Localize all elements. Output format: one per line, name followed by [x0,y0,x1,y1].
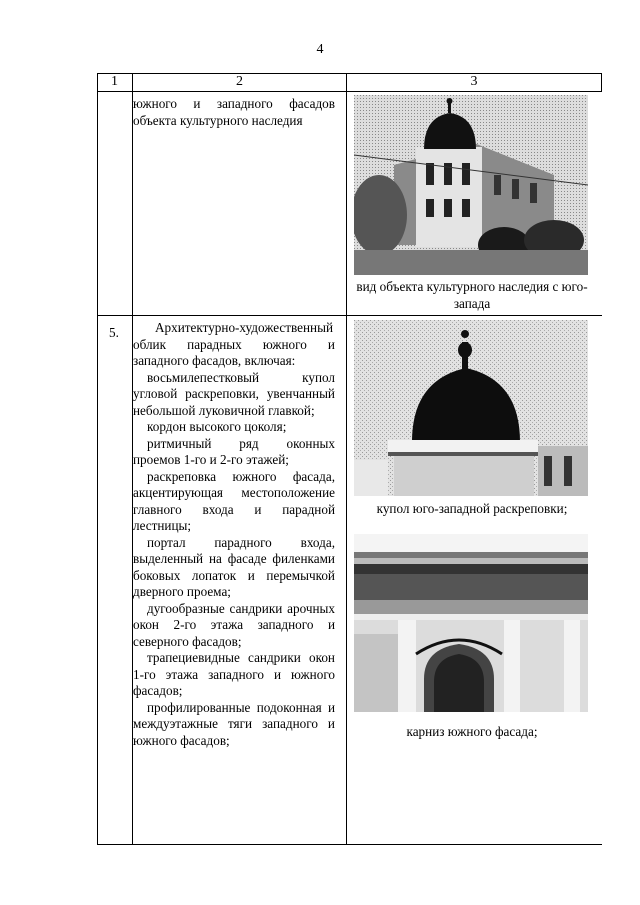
row5-description [133,320,335,749]
header-right-border [601,73,602,91]
photo-caption-cornice: карниз южного фасада; [406,724,538,739]
description-item: трапециевидные сандрики окон 1-го этажа западного и южного фасадов; [133,650,335,698]
dome-photo [354,320,588,496]
description-item: дугообразные сандрики арочных окон 2-го этажа западного и северного фасадов; [133,600,335,649]
header-bottom-rule [97,91,602,92]
row-number: 5. [109,325,119,340]
cornice-photo [354,534,588,712]
header-col-1: 1 [111,74,118,89]
photo-caption-dome: купол юго-западной раскреповки; [376,501,568,516]
prev-row-description: южного и западного фасадов объекта культурного наследия [133,96,335,128]
building-southwest-photo [354,95,588,275]
header-col-3: 3 [470,74,478,89]
row-divider [97,315,602,316]
description-item: раскреповка южного фасада, акцентирующая местоположение главного входа и парадной лестницы; [133,468,335,533]
description-item: восьмилепестковый купол угловой раскреповки, увенчанный небольшой луковичной главкой; [133,369,335,418]
table-bottom-rule [97,844,602,845]
table-left-border [97,73,98,845]
description-item: Архитектурно-художественный облик парадных южного и западного фасадов, включая: [133,320,335,368]
heritage-table [97,73,602,845]
col2-divider [346,73,347,845]
description-item: ритмичный ряд оконных проемов 1-го и 2-го этажей; [133,435,335,467]
description-item: кордон высокого цоколя; [147,419,287,434]
header-col-2: 2 [236,74,243,89]
description-item: профилированные подоконная и междуэтажные тяги западного и южного фасадов; [133,699,335,748]
photo-caption-southwest-view: вид объекта культурного наследия с юго-запада [356,279,588,311]
page-number: 4 [316,42,324,57]
description-item: портал парадного входа, выделенный на фасаде филенками боковых лопаток и перемычкой дверного проема; [133,534,335,599]
